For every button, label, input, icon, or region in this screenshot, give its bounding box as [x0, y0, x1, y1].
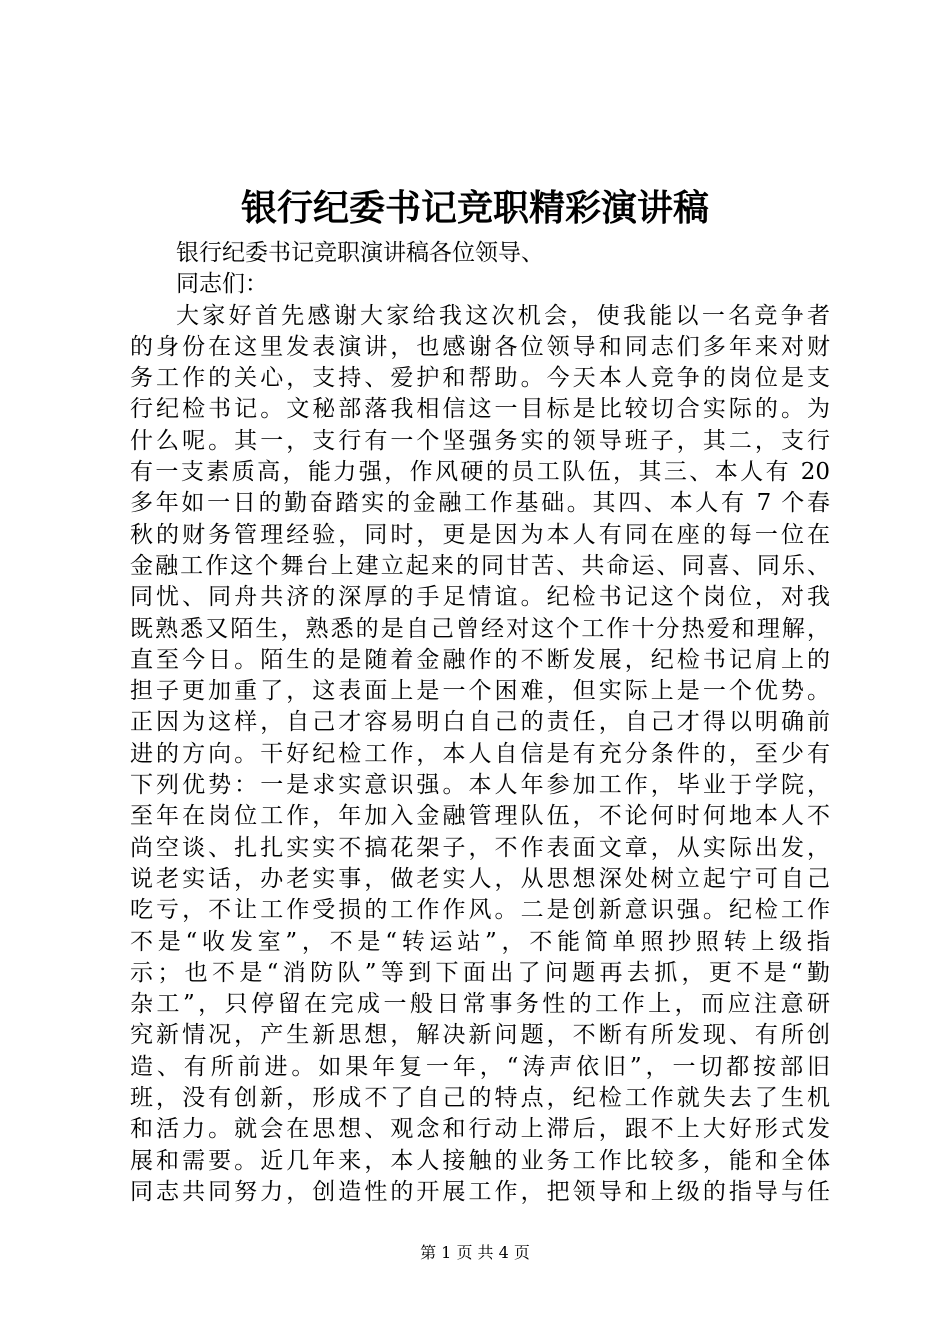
body-line: 同志共同努力，创造性的开展工作，把领导和上级的指导与任: [130, 1178, 830, 1205]
body-line: 造、有所前进。如果年复一年，“涛声依旧”，一切都按部旧: [130, 1053, 830, 1080]
body-line: 不是“收发室”，不是“转运站”，不能简单照抄照转上级指: [130, 928, 830, 955]
body-line: 大家好首先感谢大家给我这次机会，使我能以一名竞争者: [176, 302, 830, 329]
body-line: 既熟悉又陌生，熟悉的是自己曾经对这个工作十分热爱和理解，: [130, 615, 830, 642]
body-line: 金融工作这个舞台上建立起来的同甘苦、共命运、同喜、同乐、: [130, 552, 830, 579]
document-title: 银行纪委书记竞职精彩演讲稿: [240, 187, 709, 229]
body-line: 杂工”，只停留在完成一般日常事务性的工作上，而应注意研: [130, 991, 830, 1018]
body-line: 至年在岗位工作，年加入金融管理队伍，不论何时何地本人不: [130, 803, 830, 830]
body-line: 同忧、同舟共济的深厚的手足情谊。纪检书记这个岗位，对我: [130, 584, 830, 611]
body-line: 银行纪委书记竞职演讲稿各位领导、: [176, 240, 544, 266]
body-line: 示；也不是“消防队”等到下面出了问题再去抓，更不是“勤: [130, 959, 830, 986]
body-line: 和活力。就会在思想、观念和行动上滞后，跟不上大好形式发: [130, 1116, 830, 1143]
body-line: 有一支素质高，能力强，作风硬的员工队伍，其三、本人有 20: [130, 459, 830, 486]
body-line: 行纪检书记。文秘部落我相信这一目标是比较切合实际的。为: [130, 396, 830, 423]
body-line: 尚空谈、扎扎实实不搞花架子，不作表面文章，从实际出发，: [130, 834, 830, 861]
body-line: 正因为这样，自己才容易明白自己的责任，自己才得以明确前: [130, 709, 830, 736]
body-line: 进的方向。干好纪检工作，本人自信是有充分条件的，至少有: [130, 740, 830, 767]
body-line: 担子更加重了，这表面上是一个困难，但实际上是一个优势。: [130, 678, 830, 705]
document-body: [130, 238, 830, 1208]
page-number-footer: 第 1 页 共 4 页: [420, 1243, 530, 1262]
body-line: 多年如一日的勤奋踏实的金融工作基础。其四、本人有 7 个春: [130, 490, 830, 517]
body-line: 务工作的关心，支持、爱护和帮助。今天本人竞争的岗位是支: [130, 365, 830, 392]
body-line: 直至今日。陌生的是随着金融作的不断发展，纪检书记肩上的: [130, 646, 830, 673]
body-line: 吃亏，不让工作受损的工作作风。二是创新意识强。纪检工作: [130, 897, 830, 924]
body-line: 同志们：: [176, 271, 268, 298]
body-line: 秋的财务管理经验，同时，更是因为本人有同在座的每一位在: [130, 521, 830, 548]
body-line: 什么呢。其一，支行有一个坚强务实的领导班子，其二，支行: [130, 427, 830, 454]
body-line: 下列优势：一是求实意识强。本人年参加工作，毕业于学院，: [130, 772, 830, 799]
body-line: 究新情况，产生新思想，解决新问题，不断有所发现、有所创: [130, 1022, 830, 1049]
body-line: 班，没有创新，形成不了自己的特点，纪检工作就失去了生机: [130, 1085, 830, 1112]
body-line: 展和需要。近几年来，本人接触的业务工作比较多，能和全体: [130, 1147, 830, 1174]
body-line: 的身份在这里发表演讲，也感谢各位领导和同志们多年来对财: [130, 333, 830, 360]
body-line: 说老实话，办老实事，做老实人，从思想深处树立起宁可自己: [130, 865, 830, 892]
